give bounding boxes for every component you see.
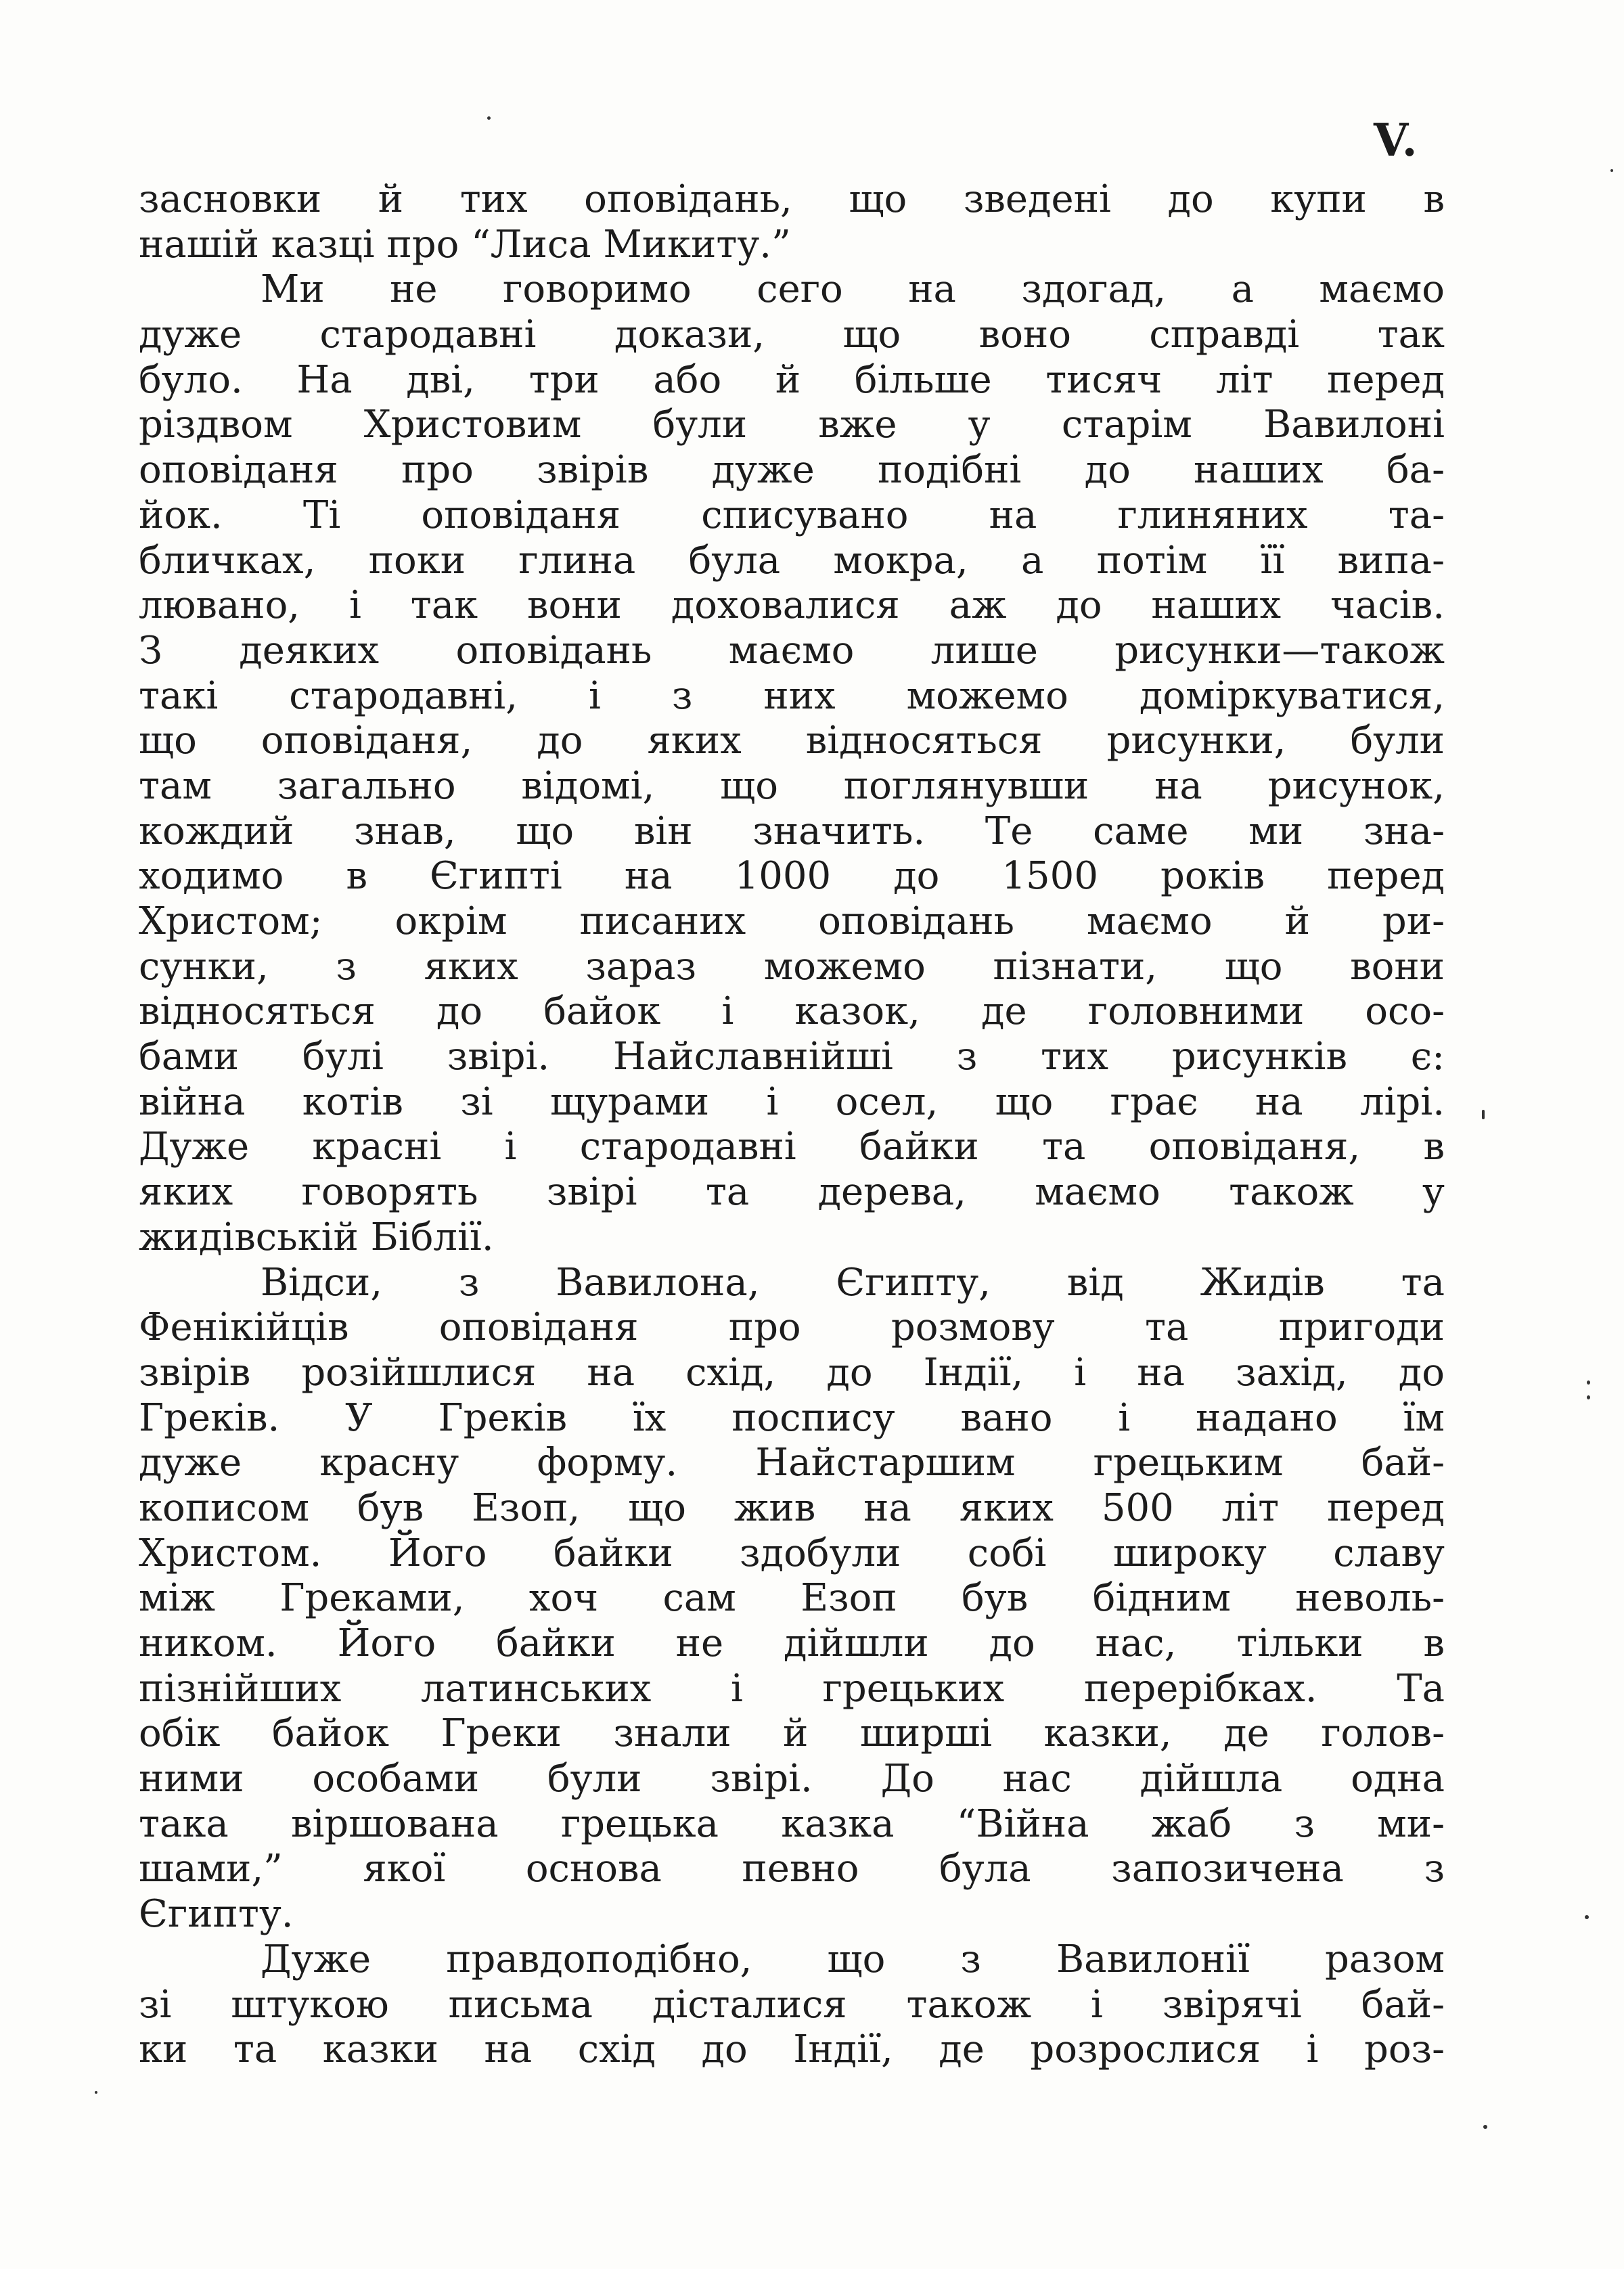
body-text xyxy=(139,177,1445,2073)
scan-speck xyxy=(1585,1915,1589,1919)
text-line: бами булі звірі. Найславнійші з тих рисунків є: xyxy=(139,1035,1445,1079)
text-line: така віршована грецька казка “Війна жаб з ми- xyxy=(139,1801,1445,1846)
text-line: Ми не говоримо сего на здогад, а маємо xyxy=(261,267,1445,312)
text-line: Єгипту. xyxy=(139,1892,294,1937)
text-line: різдвом Христовим були вже у старім Вавилоні xyxy=(139,403,1445,447)
text-line: сунки, з яких зараз можемо пізнати, що вони xyxy=(139,944,1445,989)
text-line: звірів розійшлися на схід, до Індії, і на захід, до xyxy=(139,1350,1445,1395)
text-line: Христом. Його байки здобули собі широку славу xyxy=(139,1531,1445,1575)
text-line: Дуже красні і стародавні байки та оповіданя, в xyxy=(139,1125,1445,1169)
text-line: засновки й тих оповідань, що зведені до купи в xyxy=(139,177,1445,221)
text-line: дуже стародавні докази, що воно справді так xyxy=(139,313,1445,357)
text-line: йок. Ті оповіданя списувано на глиняних та- xyxy=(139,493,1445,537)
text-line: оповіданя про звірів дуже подібні до наших ба- xyxy=(139,448,1445,493)
text-line: Дуже правдоподібно, що з Вавилонії разом xyxy=(261,1937,1445,1981)
text-line: такі стародавні, і з них можемо доміркуватися, xyxy=(139,673,1445,718)
text-line: яких говорять звірі та дерева, маємо також у xyxy=(139,1170,1445,1215)
text-line: війна котів зі щурами і осел, що грає на лірі. xyxy=(139,1079,1445,1124)
text-line: дуже красну форму. Найстаршим грецьким бай- xyxy=(139,1441,1445,1485)
text-line: що оповіданя, до яких відносяться рисунки, були xyxy=(139,719,1445,763)
page-number: V. xyxy=(1374,114,1419,166)
text-line: нашій казці про “Лиса Микиту.” xyxy=(139,222,791,267)
scan-speck xyxy=(1587,1395,1590,1399)
text-line: Фенікійців оповіданя про розмову та пригоди xyxy=(139,1305,1445,1350)
text-line: там загально відомі, що поглянувши на рисунок, xyxy=(139,763,1445,808)
text-line: кождий знав, що він значить. Те саме ми зна- xyxy=(139,809,1445,853)
scan-speck xyxy=(487,116,491,120)
text-line: ки та казки на схід до Індії, де розрослися і роз- xyxy=(139,2027,1445,2072)
text-line: кописом був Езоп, що жив на яких 500 літ перед xyxy=(139,1485,1445,1530)
text-line: обік байок Греки знали й ширші казки, де голов- xyxy=(139,1711,1445,1756)
text-line: ходимо в Єгипті на 1000 до 1500 років перед xyxy=(139,854,1445,899)
text-line: пізнійших латинських і грецьких перерібках. Та xyxy=(139,1666,1445,1711)
scan-speck xyxy=(1483,2125,1487,2129)
text-line: відносяться до байок і казок, де головними осо- xyxy=(139,989,1445,1034)
scan-speck xyxy=(1587,1380,1590,1385)
text-line: між Греками, хоч сам Езоп був бідним неволь- xyxy=(139,1576,1445,1621)
text-line: зі штукою письма дісталися також і звірячі бай- xyxy=(139,1982,1445,2027)
text-line: Христом; окрім писаних оповідань маємо й ри- xyxy=(139,899,1445,943)
text-line: Греків. У Греків їх поспису вано і надано їм xyxy=(139,1395,1445,1440)
scan-speck xyxy=(1482,1110,1485,1119)
text-line: ником. Його байки не дійшли до нас, тільки в xyxy=(139,1621,1445,1665)
text-line: було. На дві, три або й більше тисяч літ перед xyxy=(139,357,1445,402)
scan-speck xyxy=(95,2091,97,2094)
text-line: шами,” якої основа певно була запозичена з xyxy=(139,1847,1445,1891)
text-line: З деяких оповідань маємо лише рисунки—також xyxy=(139,628,1445,673)
text-line: жидівській Біблії. xyxy=(139,1215,494,1259)
text-line: Відси, з Вавилона, Єгипту, від Жидів та xyxy=(261,1260,1445,1305)
text-line: ними особами були звірі. До нас дійшла одна xyxy=(139,1757,1445,1801)
text-line: лювано, і так вони доховалися аж до наших часів. xyxy=(139,583,1445,628)
text-line: бличках, поки глина була мокра, а потім її випа- xyxy=(139,538,1445,583)
scan-speck xyxy=(1610,169,1613,172)
